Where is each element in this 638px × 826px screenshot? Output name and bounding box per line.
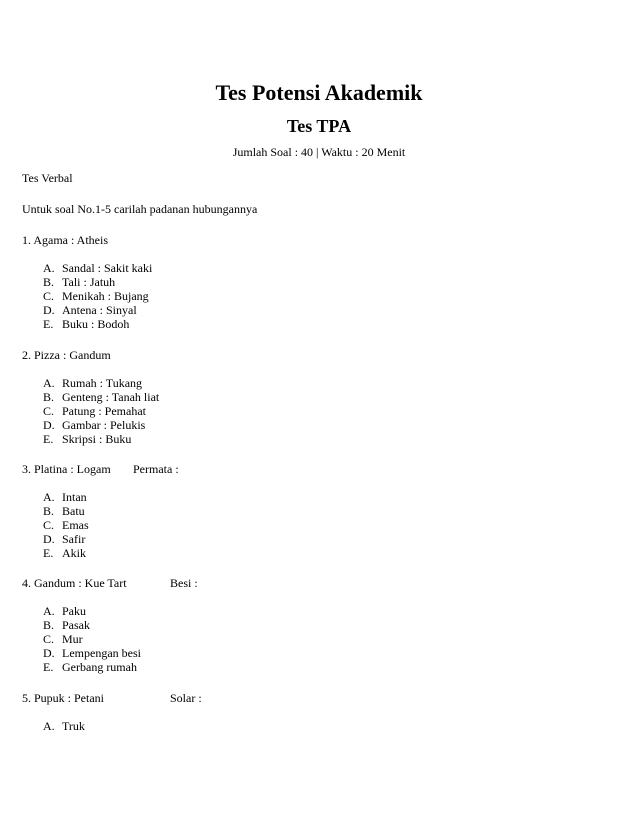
option-letter: E. bbox=[43, 317, 54, 331]
option bbox=[43, 261, 152, 276]
option bbox=[43, 303, 137, 318]
option bbox=[43, 518, 89, 533]
option bbox=[43, 504, 85, 519]
question-stem-pair: Permata : bbox=[133, 462, 179, 476]
option-letter: D. bbox=[43, 646, 55, 660]
option-text: Paku bbox=[62, 604, 86, 618]
option-letter: D. bbox=[43, 532, 55, 546]
option bbox=[43, 660, 137, 675]
question-stem: 2. Pizza : Gandum bbox=[22, 348, 111, 362]
option-letter: B. bbox=[43, 618, 55, 632]
option-text: Antena : Sinyal bbox=[62, 303, 137, 317]
option bbox=[43, 317, 129, 332]
option-text: Tali : Jatuh bbox=[62, 275, 116, 289]
option-text: Mur bbox=[62, 632, 83, 646]
option-text: Safir bbox=[62, 532, 86, 546]
option-letter: C. bbox=[43, 518, 55, 532]
option bbox=[43, 376, 142, 391]
option-text: Akik bbox=[62, 546, 86, 560]
option-letter: A. bbox=[43, 261, 55, 275]
option bbox=[43, 618, 90, 633]
option-letter: D. bbox=[43, 303, 55, 317]
option-letter: C. bbox=[43, 289, 55, 303]
option-text: Gerbang rumah bbox=[62, 660, 137, 674]
option-text: Lempengan besi bbox=[62, 646, 141, 660]
option-text: Sandal : Sakit kaki bbox=[62, 261, 153, 275]
option-text: Emas bbox=[62, 518, 89, 532]
option-text: Gambar : Pelukis bbox=[62, 418, 146, 432]
option-letter: A. bbox=[43, 376, 55, 390]
option-text: Skripsi : Buku bbox=[62, 432, 132, 446]
option bbox=[43, 532, 85, 547]
option-text: Buku : Bodoh bbox=[62, 317, 130, 331]
option bbox=[43, 404, 146, 419]
option-letter: B. bbox=[43, 275, 55, 289]
option bbox=[43, 390, 159, 405]
option-text: Truk bbox=[62, 719, 85, 733]
option bbox=[43, 490, 87, 505]
option-letter: A. bbox=[43, 719, 55, 733]
question-stem: 3. Platina : Logam bbox=[22, 462, 111, 476]
option bbox=[43, 546, 86, 561]
option-text: Menikah : Bujang bbox=[62, 289, 149, 303]
title-text: Tes Potensi Akademik bbox=[215, 80, 423, 105]
question-stem-pair: Besi : bbox=[170, 576, 198, 590]
option-letter: E. bbox=[43, 432, 54, 446]
instruction-text: Untuk soal No.1-5 carilah padanan hubungannya bbox=[22, 202, 258, 216]
option bbox=[43, 719, 85, 734]
option-letter: A. bbox=[43, 604, 55, 618]
option-text: Pasak bbox=[62, 618, 90, 632]
question-stem: 1. Agama : Atheis bbox=[22, 233, 108, 247]
option-text: Intan bbox=[62, 490, 87, 504]
option-letter: E. bbox=[43, 660, 54, 674]
question-stem: 5. Pupuk : Petani bbox=[22, 691, 105, 705]
page-title bbox=[0, 80, 638, 106]
option-letter: B. bbox=[43, 504, 55, 518]
option-text: Rumah : Tukang bbox=[62, 376, 143, 390]
option bbox=[43, 632, 83, 647]
option-letter: C. bbox=[43, 404, 55, 418]
option-text: Batu bbox=[62, 504, 85, 518]
test-meta: Jumlah Soal : 40 | Waktu : 20 Menit bbox=[232, 145, 406, 159]
option bbox=[43, 432, 131, 447]
question-stem: 4. Gandum : Kue Tart bbox=[22, 576, 127, 590]
option bbox=[43, 646, 141, 661]
subtitle: Tes TPA bbox=[286, 116, 352, 136]
option-letter: E. bbox=[43, 546, 54, 560]
option-letter: B. bbox=[43, 390, 55, 404]
section-heading: Tes Verbal bbox=[22, 171, 73, 185]
option-letter: A. bbox=[43, 490, 55, 504]
option-letter: C. bbox=[43, 632, 55, 646]
option-text: Patung : Pemahat bbox=[62, 404, 146, 418]
option bbox=[43, 604, 86, 619]
option bbox=[43, 289, 149, 304]
option bbox=[43, 418, 145, 433]
option-letter: D. bbox=[43, 418, 55, 432]
option-text: Genteng : Tanah liat bbox=[62, 390, 160, 404]
option bbox=[43, 275, 115, 290]
question-stem-pair: Solar : bbox=[170, 691, 202, 705]
